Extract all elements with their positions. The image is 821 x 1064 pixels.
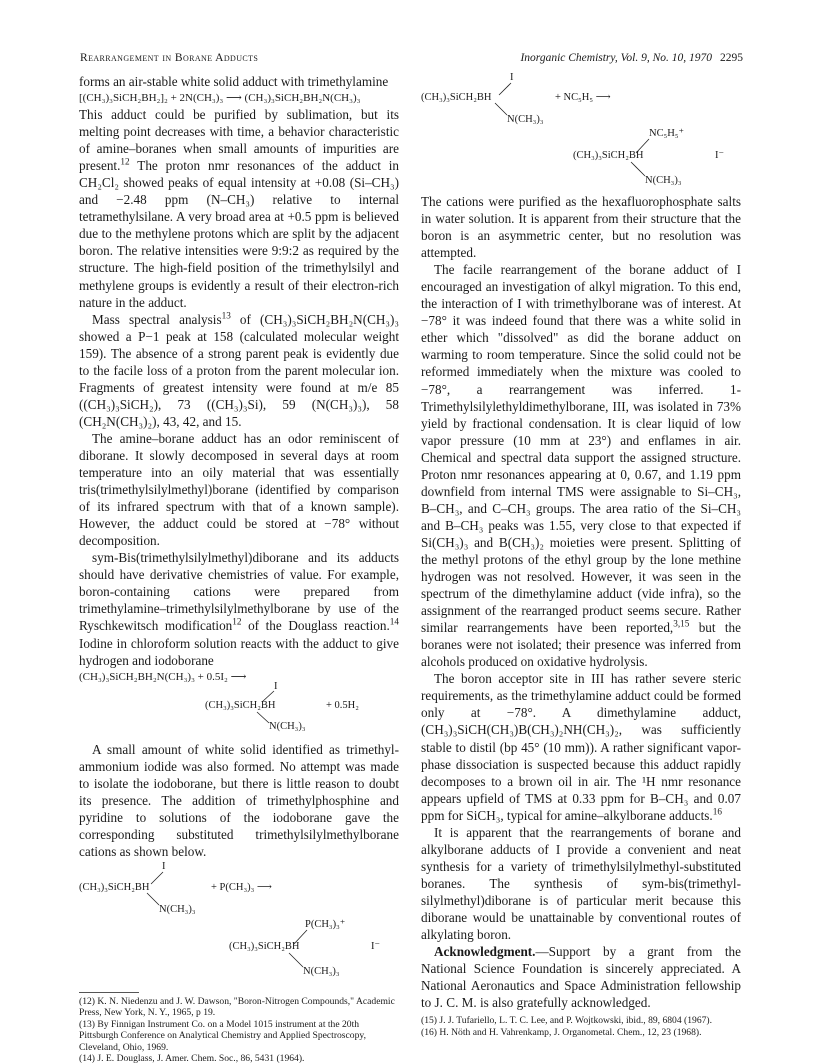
paragraph: A small amount of white solid identified as trimethylammonium iodide was also formed. No attempt was made to isolate the iodoborane, but there is little reason to doubt its presence. The addition of trimethylphosphine and pyridine to solutions of the iodoborane gave the corresponding substituted trimethylsilylmethylborane cations as shown below. (79, 741, 399, 859)
iodoborane-structure (79, 680, 399, 735)
formula-main: (CH₃)₃SiCH₂BH (229, 940, 300, 952)
reference-mark: 13 (221, 310, 231, 321)
phosphine-label: P(CH₃)₃⁺ (305, 918, 346, 930)
paragraph (421, 670, 741, 823)
paragraph-text: but the boranes were not isolated; their presence was inferred from alcohols produced on oxidative hydrolysis. (421, 620, 741, 670)
formula-plus: + NC₅H₅ ⟶ (555, 92, 611, 103)
amine-label: N(CH₃)₃ (159, 903, 196, 915)
paragraph-text: This adduct could be purified by sublimation, but its melting point decreases with time, a behavior characteristic of amine–boranes when small amounts of impurities are present. (79, 107, 399, 174)
reference-mark: 12 (232, 617, 242, 628)
footnote-14: (14) J. E. Douglass, J. Amer. Chem. Soc., 86, 5431 (1964). (79, 1052, 305, 1064)
paragraph: It is apparent that the rearrangements of borane and alkylborane adducts of I provide a convenient and neat synthesis for a variety of trimethylsilylmethyl-substituted boranes. The synthesis of sym-bis(trimethylsilylmethyl)diborane is of particular merit because this diborane would be unattainable by conventional routes of alkylating boron. (421, 824, 741, 943)
reference-mark: 12 (120, 156, 130, 167)
page-number: 2295 (720, 52, 743, 64)
iodide-label: I⁻ (715, 150, 725, 161)
amine-label: N(CH₃)₃ (507, 114, 544, 125)
formula-main: (CH₃)₃SiCH₂BH (79, 881, 150, 893)
footnote-15: (15) J. J. Tufariello, L. T. C. Lee, and P. Wojtkowski, ibid., 89, 6804 (1967). (421, 1015, 713, 1027)
running-title: Rearrangement in Borane Adducts (80, 52, 259, 64)
paragraph (421, 261, 741, 670)
right-column (421, 73, 741, 1038)
paragraph-text: of (CH₃)₃SiCH₂BH₂N(CH₃)₃ showed a P−1 peak at 158 (calculated molecular weight 159). The absence of a strong parent peak is evidently due to the facile loss of a proton from the parent molecular ion. Fragments of greatest intensity were found at m/e 85 ((CH₃)₃SiCH₂), 73 ((CH₃)₃Si), 59 (N(CH₃)₃), 58 (CH₂N(CH₃)₂), 43, 42, and 15. (79, 311, 399, 429)
paragraph-text: The proton nmr resonances of the adduct in CH₂Cl₂ showed peaks of equal intensity at +0.08 (Si–CH₃) and −2.48 ppm (N–CH₃) relative to internal tetramethylsilane. A very broad area at +0.5 ppm is believed due to the methylene protons which are split by the adjacent boron. The relative intensities were 9:9:2 as required by the structure. The high-field position of the trimethylsilyl and methylene groups is evidently a result of their electron-rich nature in the adduct. (79, 158, 399, 310)
paragraph (79, 549, 399, 668)
footnote-12: (12) K. N. Niedenzu and J. W. Dawson, "Boron-Nitrogen Compounds," Academic Press, New York, N. Y., 1965, p 19. (79, 995, 395, 1019)
paragraph-text: Mass spectral analysis (92, 311, 222, 327)
reference-mark: 14 (389, 617, 399, 628)
phosphine-cation (79, 920, 399, 986)
equation: [(CH₃)₃SiCH₂BH₂]₂ + 2N(CH₃)₃ ⟶ (CH₃)₃SiCH₂BH₂N(CH₃)₃ (79, 92, 361, 105)
formula-main: (CH₃)₃SiCH₂BH (205, 699, 276, 711)
paragraph-text: The facile rearrangement of the borane adduct of I encouraged an investigation of alkyl migration. To this end, the interaction of I with trimethylborane was of interest. At −78° it was indeed found that there was a white solid in ether which "dissolved" as did the borane adduct on warming to room temperature. Since the solid could not be reformed immediately when the mixture was cooled to −78°, a rearrangement was inferred. 1-Trimethylsilylethyldimethylborane, III, was isolated in 73% yield by fractional condensation. It is clear liquid of low vapor pressure (10 mm at 23°) and enflames in air. Chemical and spectral data support the assigned structure. Proton nmr resonances appearing at 0, 0.67, and 1.19 ppm downfield from internal TMS were assignable to Si–CH₃, B–CH₃, and C–CH₃ groups. The area ratio of the Si–CH₃ and B–CH₃ peaks was 1.55, very close to that expected if Si(CH₃)₃ and B(CH₃)₂ moieties were present. Splitting of the methyl protons of the ethyl group by the lone methine hydrogen was not resolved. However, it was seen in the spectrum of the dimethylamine adduct (vide infra), so the assignment of the rearranged product seems secure. Rather similar rearrangements have been reported, (421, 262, 741, 636)
iodine-label: I (510, 72, 514, 83)
paragraph (79, 106, 399, 311)
paragraph: The cations were purified as the hexafluorophosphate salts in water solution. It is apparent from their structure that the boron is an asymmetric center, but no resolution was attempted. (421, 194, 741, 261)
paragraph-text: of the Douglass reaction. (241, 618, 390, 634)
footnote-16: (16) H. Nöth and H. Vahrenkamp, J. Organometal. Chem., 12, 23 (1968). (421, 1026, 702, 1038)
acknowledgment (421, 943, 741, 1011)
paragraph-text: sym-Bis(trimethylsilylmethyl)diborane and its adducts should have derivative chemistries of value. For example, boron-containing cations were prepared from trimethylamine–trimethylsilylmethylborane by use of the Ryschkewitsch modification (79, 550, 399, 634)
reaction-phosphine (79, 860, 399, 920)
paragraph (79, 311, 399, 430)
reaction-pyridine (421, 73, 741, 129)
acknowledgment-heading: Acknowledgment. (434, 944, 536, 960)
iodide-label: I⁻ (371, 940, 381, 952)
footnote-13: (13) By Finnigan Instrument Co. on a Model 1015 instrument at the 20th Pittsburgh Conference on Analytical Chemistry and Applied Spectroscopy, Cleveland, Ohio, 1969. (79, 1018, 366, 1053)
footnote-rule (79, 992, 139, 993)
pyridine-cation (421, 129, 741, 193)
formula-main: (CH₃)₃SiCH₂BH (573, 150, 644, 161)
amine-label: N(CH₃)₃ (269, 720, 306, 732)
reference-mark: 16 (712, 806, 722, 817)
amine-label: N(CH₃)₃ (303, 965, 340, 977)
left-column (79, 73, 399, 1064)
equation: (CH₃)₃SiCH₂BH₂N(CH₃)₃ + 0.5I₂ ⟶ (79, 670, 247, 683)
bond-lines (79, 920, 399, 986)
paragraph-text: The boron acceptor site in III has rather severe steric requirements, as the trimethylamine adduct could be formed only at −78°. A dimethylamine adduct, (CH₃)₃SiCH(CH₃)B(CH₃)₂NH(CH₃)₂, was sufficiently stable to distil (bp 45° (10 mm)). A rather significant vapor-phase dissociation is suspected because this adduct rapidly decomposes to a brown oil in air. The ¹H nmr resonance appears upfield of TMS at 0.33 ppm for B–CH₃ and 0.07 ppm for SiCH₃, typical for amine–alkylborane adducts. (421, 671, 741, 823)
formula-plus: + 0.5H₂ (326, 699, 359, 711)
iodine-label: I (162, 860, 166, 872)
pyridinium-label: NC₅H₅⁺ (649, 128, 685, 139)
journal-citation (520, 52, 743, 64)
paragraph: forms an air-stable white solid adduct with trimethylamine (79, 74, 389, 89)
iodine-label: I (274, 680, 278, 692)
reference-mark: 3,15 (673, 618, 690, 629)
amine-label: N(CH₃)₃ (645, 175, 682, 186)
paragraph: The amine–borane adduct has an odor reminiscent of diborane. It slowly decomposed in several days at room temperature into an oily material that was essentially tris(trimethylsilylmethyl)borane (identified by comparison of its infrared spectrum with that of a known sample). However, the adduct could be stored at −78° without decomposition. (79, 430, 399, 549)
formula-main: (CH₃)₃SiCH₂BH (421, 92, 492, 103)
journal-name: Inorganic Chemistry, Vol. 9, No. 10, 1970 (520, 52, 712, 64)
acknowledgment-text: —Support by a grant from the National Science Foundation is sincerely appreciated. A National Aeronautics and Space Administration fellowship to J. C. M. is also gratefully acknowledged. (421, 944, 741, 1011)
paragraph-text: Iodine in chloroform solution reacts with the adduct to give hydrogen and iodoborane (79, 635, 399, 668)
formula-plus: + P(CH₃)₃ ⟶ (211, 881, 272, 893)
